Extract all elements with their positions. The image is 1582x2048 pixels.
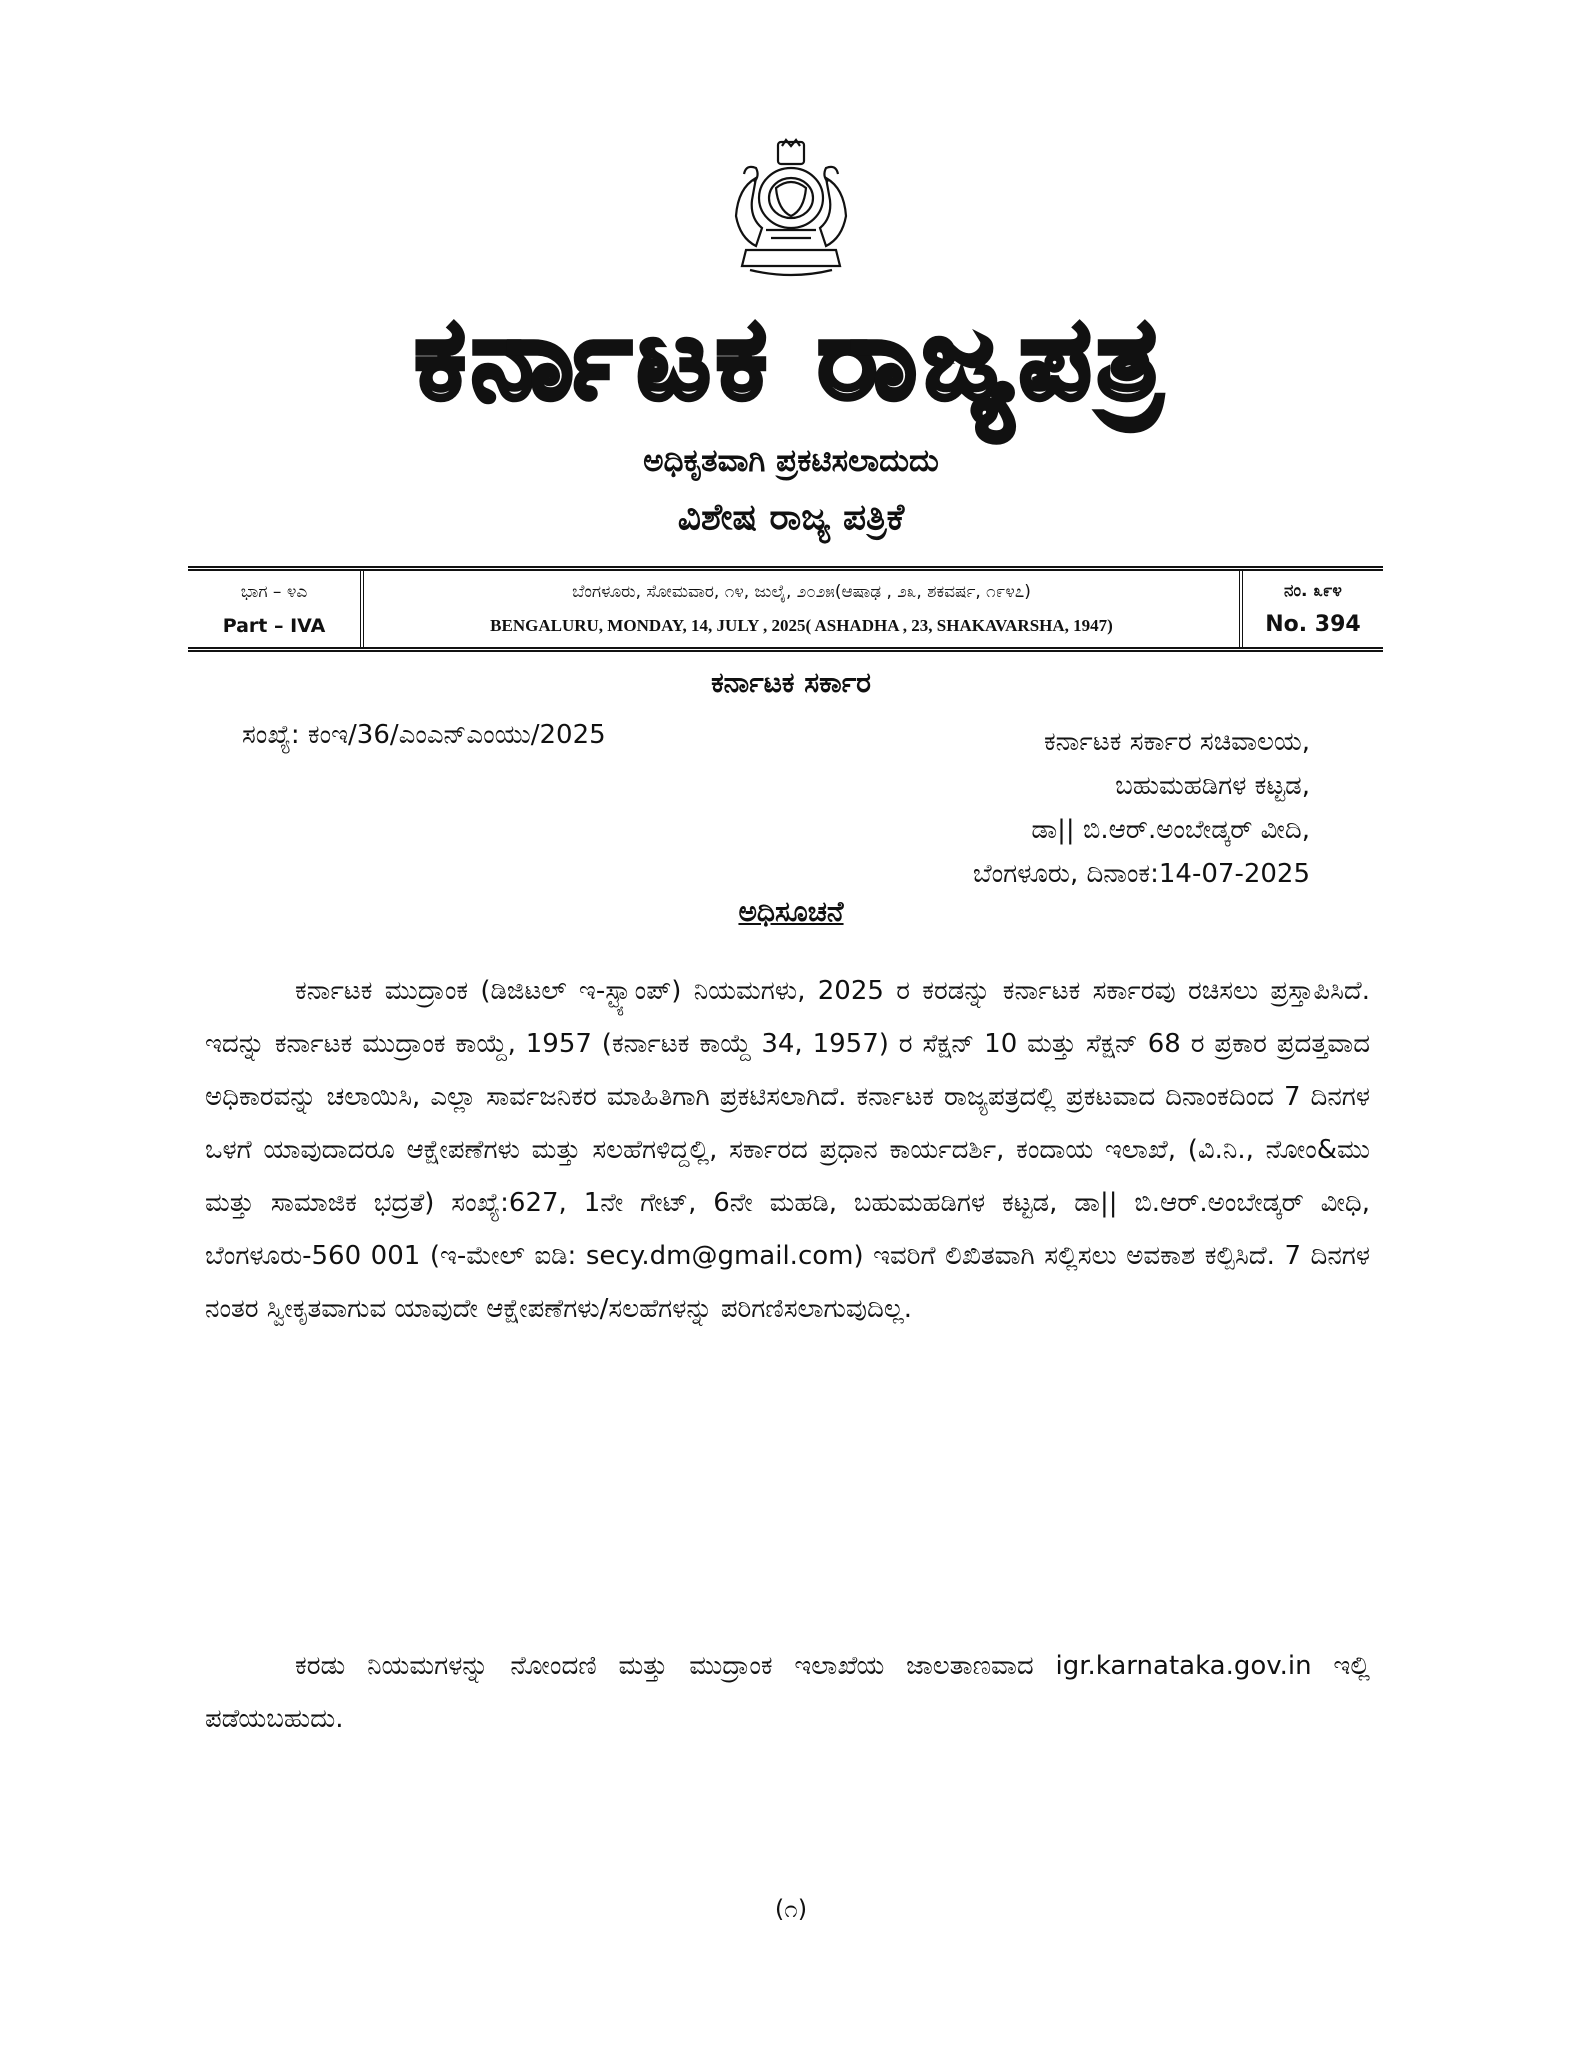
gazette-title: ಕರ್ನಾಟಕ ರಾಜ್ಯಪತ್ರ [414,294,1168,424]
gazette-masthead [0,280,1582,440]
gazette-subtitle: ಅಧಿಕೃತವಾಗಿ ಪ್ರಕಟಿಸಲಾದುದು [643,443,939,479]
issue-info-bar [188,566,1383,652]
notification-heading: ಅಧಿಸೂಚನೆ [738,895,844,928]
number-english: No. 394 [1265,612,1361,638]
notification-paragraph: ಕರ್ನಾಟಕ ಮುದ್ರಾಂಕ (ಡಿಜಿಟಲ್ ಇ-ಸ್ಟ್ಯಾಂಪ್) ನಿಯಮಗಳು, 2025 ರ ಕರಡನ್ನು ಕರ್ನಾಟಕ ಸರ್ಕಾರವು ರಚಿಸಲು ಪ್ರಸ್ತಾಪಿಸಿದೆ. ಇದನ್ನು ಕರ್ನಾಟಕ ಮುದ್ರಾಂಕ ಕಾಯ್ದೆ, 1957 (ಕರ್ನಾಟಕ ಕಾಯ್ದೆ 34, 1957) ರ ಸೆಕ್ಷನ್ 10 ಮತ್ತು ಸೆಕ್ಷನ್ 68 ರ ಪ್ರಕಾರ ಪ್ರದತ್ತವಾದ ಅಧಿಕಾರವನ್ನು ಚಲಾಯಿಸಿ, ಎಲ್ಲಾ ಸಾರ್ವಜನಿಕರ ಮಾಹಿತಿಗಾಗಿ ಪ್ರಕಟಿಸಲಾಗಿದೆ. ಕರ್ನಾಟಕ ರಾಜ್ಯಪತ್ರದಲ್ಲಿ ಪ್ರಕಟವಾದ ದಿನಾಂಕದಿಂದ 7 ದಿನಗಳ ಒಳಗೆ ಯಾವುದಾದರೂ ಆಕ್ಷೇಪಣೆಗಳು ಮತ್ತು ಸಲಹೆಗಳಿದ್ದಲ್ಲಿ, ಸರ್ಕಾರದ ಪ್ರಧಾನ ಕಾರ್ಯದರ್ಶಿ, ಕಂದಾಯ ಇಲಾಖೆ, (ವಿ.ನಿ., ನೋಂ&ಮು ಮತ್ತು ಸಾಮಾಜಿಕ ಭದ್ರತೆ) ಸಂಖ್ಯೆ:627, 1ನೇ ಗೇಟ್, 6ನೇ ಮಹಡಿ, ಬಹುಮಹಡಿಗಳ ಕಟ್ಟಡ, ಡಾ|| ಬಿ.ಆರ್.ಅಂಬೇಡ್ಕರ್ ವೀಧಿ, ಬೆಂಗಳೂರು-560 001 (ಇ-ಮೇಲ್ ಐಡಿ: secy.dm@gmail.com) ಇವರಿಗೆ ಲಿಖಿತವಾಗಿ ಸಲ್ಲಿಸಲು ಅವಕಾಶ ಕಲ್ಪಿಸಿದೆ. 7 ದಿನಗಳ ನಂತರ ಸ್ವೀಕೃತವಾಗುವ ಯಾವುದೇ ಆಕ್ಷೇಪಣೆಗಳು/ಸಲಹೆಗಳನ್ನು ಪರಿಗಣಿಸಲಾಗುವುದಿಲ್ಲ. [205,976,1370,1324]
address-line: ಕರ್ನಾಟಕ ಸರ್ಕಾರ ಸಚಿವಾಲಯ, [1043,727,1310,757]
date-cell [364,571,1243,647]
gazette-edition: ವಿಶೇಷ ರಾಜ್ಯ ಪತ್ರಿಕೆ [677,497,905,538]
page-number: (೧) [774,1895,808,1923]
part-cell [188,571,364,647]
notification-paragraph: ಕರಡು ನಿಯಮಗಳನ್ನು ನೋಂದಣಿ ಮತ್ತು ಮುದ್ರಾಂಕ ಇಲಾಖೆಯ ಜಾಲತಾಣವಾದ igr.karnataka.gov.in ಇಲ್ಲಿ ಪಡೆಯಬಹುದು. [205,1651,1370,1734]
address-line: ಡಾ|| ಬಿ.ಆರ್.ಅಂಬೇಡ್ಕರ್ ವೀದಿ, [1031,815,1310,845]
government-heading: ಕರ್ನಾಟಕ ಸರ್ಕಾರ [711,666,871,699]
address-line: ಬೆಂಗಳೂರು, ದಿನಾಂಕ:14-07-2025 [972,859,1310,889]
office-address [840,720,1310,896]
order-number: ಸಂಖ್ಯೆ: ಕಂಇ/36/ಎಂಎನ್‌ಎಂಯು/2025 [242,720,606,750]
date-kannada: ಬೆಂಗಳೂರು, ಸೋಮವಾರ, ೧೪, ಜುಲೈ, ೨೦೨೫(ಆಷಾಢ , ೨೩, ಶಕವರ್ಷ, ೧೯೪೭) [572,582,1031,602]
address-line: ಬಹುಮಹಡಿಗಳ ಕಟ್ಟಡ, [1115,771,1310,801]
number-kannada: ನಂ. ೩೯೪ [1284,580,1342,601]
number-cell [1243,571,1383,647]
part-english: Part – IVA [222,614,326,637]
date-english: BENGALURU, MONDAY, 14, JULY , 2025( ASHADHA , 23, SHAKAVARSHA, 1947) [490,616,1113,635]
karnataka-emblem-icon [716,138,866,280]
part-kannada: ಭಾಗ – ೪ಎ [240,581,308,602]
